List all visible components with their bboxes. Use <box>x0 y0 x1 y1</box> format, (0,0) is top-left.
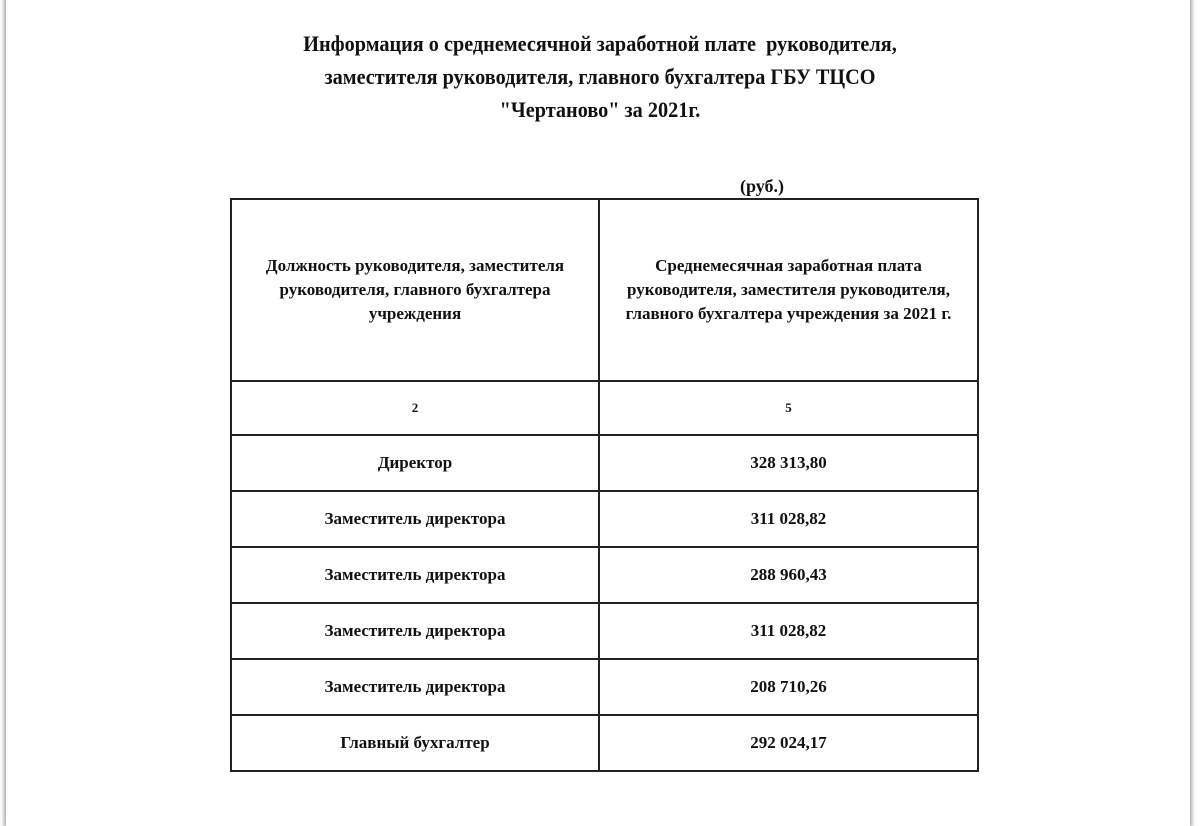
salary-table <box>230 198 979 772</box>
title-line: "Чертаново" за 2021г. <box>499 97 701 122</box>
title-line: Информация о среднемесячной заработной плате руководителя, <box>303 31 897 56</box>
position-cell: Заместитель директора <box>231 603 599 659</box>
position-cell: Заместитель директора <box>231 547 599 603</box>
table-row <box>231 547 978 603</box>
position-cell: Заместитель директора <box>231 659 599 715</box>
table-header-row <box>231 199 978 381</box>
salary-cell: 311 028,82 <box>599 491 978 547</box>
table-row <box>231 603 978 659</box>
salary-cell: 311 028,82 <box>599 603 978 659</box>
position-cell: Главный бухгалтер <box>231 715 599 771</box>
column-number: 5 <box>599 381 978 435</box>
salary-cell: 208 710,26 <box>599 659 978 715</box>
table-row <box>231 435 978 491</box>
position-cell: Директор <box>231 435 599 491</box>
salary-cell: 292 024,17 <box>599 715 978 771</box>
header-position: Должность руководителя, заместителя руководителя, главного бухгалтера учреждения <box>231 199 599 381</box>
currency-unit: (руб.) <box>740 176 785 196</box>
position-cell: Заместитель директора <box>231 491 599 547</box>
column-number: 2 <box>231 381 599 435</box>
header-salary: Среднемесячная заработная плата руководителя, заместителя руководителя, главного бухгалтера учреждения за 2021 г. <box>599 199 978 381</box>
column-number-row <box>231 381 978 435</box>
document-title <box>48 27 1152 126</box>
table-row <box>231 659 978 715</box>
title-line: заместителя руководителя, главного бухгалтера ГБУ ТЦСО <box>324 64 876 89</box>
table-row <box>231 715 978 771</box>
table-row <box>231 491 978 547</box>
salary-cell: 288 960,43 <box>599 547 978 603</box>
salary-cell: 328 313,80 <box>599 435 978 491</box>
